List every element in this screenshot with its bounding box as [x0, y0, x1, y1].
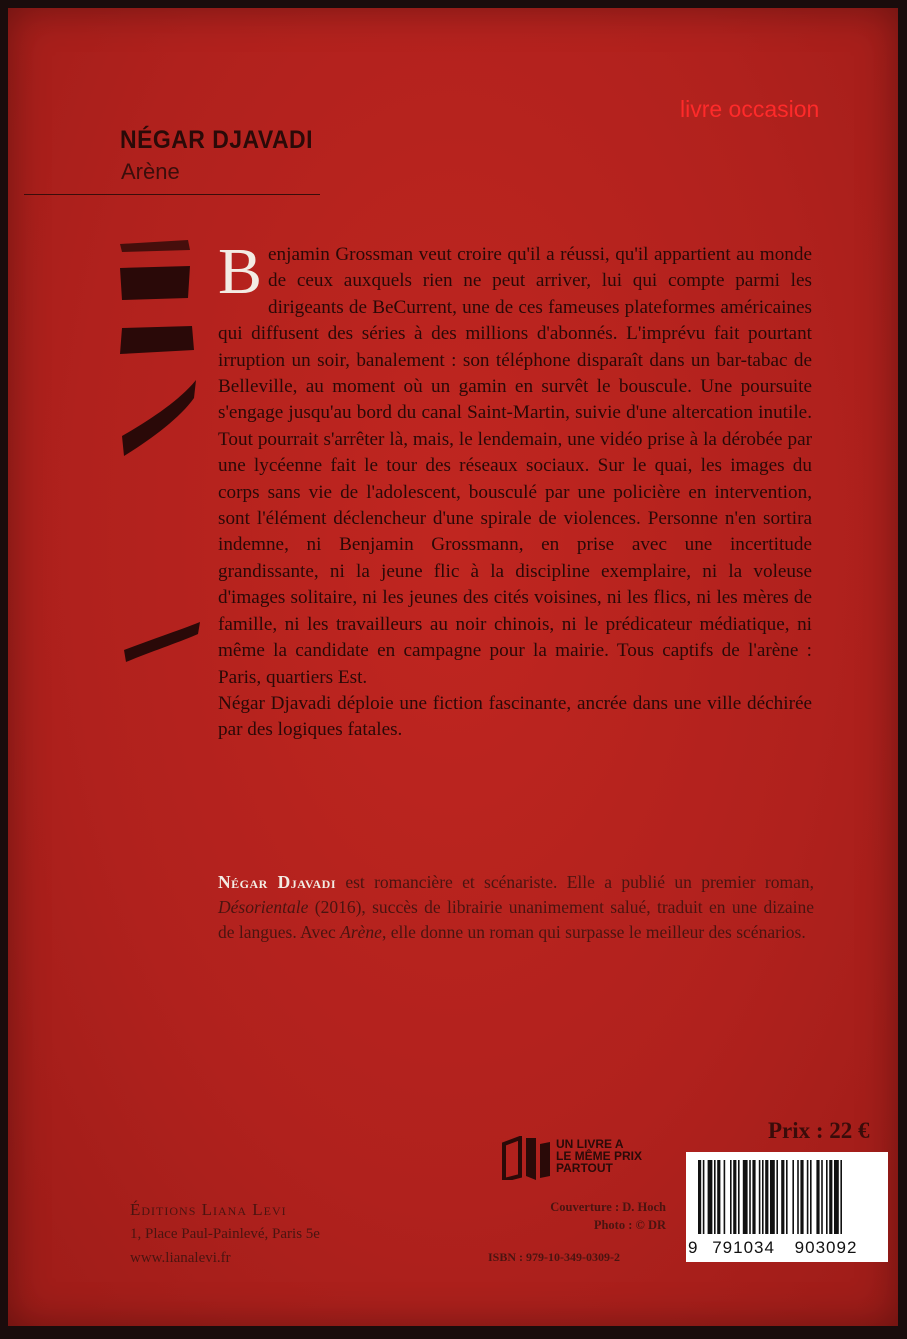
barcode-bar	[703, 1160, 705, 1234]
barcode-bar	[776, 1160, 778, 1234]
barcode-bar	[797, 1160, 799, 1234]
brush-mark-4	[122, 380, 196, 456]
barcode-bar	[829, 1160, 832, 1234]
barcode-first-digit: 9	[688, 1238, 699, 1257]
logo-line-1: UN LIVRE A	[556, 1137, 624, 1151]
barcode-bar	[752, 1160, 755, 1234]
barcode	[686, 1152, 888, 1262]
logo-text	[556, 1138, 642, 1174]
publisher-address: 1, Place Paul-Painlevé, Paris 5e	[130, 1226, 320, 1242]
price-label: Prix : 22 €	[768, 1118, 870, 1143]
brush-mark-2	[120, 266, 190, 300]
blurb-text: enjamin Grossman veut croire qu'il a réussi, qu'il appartient au monde de ceux auxquels rien ne peut arriver, lui qui compte parmi les dirigeants de BeCurrent, une de ces fameuses plateformes américaines qui diffusent des séries à des millions d'abonnés. L'imprévu fait pourtant irruption un soir, banalement : son téléphone disparaît dans un bar-tabac de Belleville, au moment où un gamin en survêt le bouscule. Une poursuite s'engage jusqu'au bord du canal Saint-Martin, suivie d'une altercation inutile. Tout pourrait s'arrêter là, mais, le lendemain, une vidéo prise à la dérobée par une lycéenne fait le tour des réseaux sociaux. Sur le quai, les images du corps sans vie de l'adolescent, bousculé par une policière en intervention, sont l'élément déclencheur d'une spirale de violences. Personne n'en sortira indemne, ni Benjamin Grossmann, en prise avec une incertitude grandissante, ni la jeune flic à la discipline exemplaire, ni la voleuse d'images solitaire, ni les jeunes des cités voisines, ni les flics, ni les mères de famille, ni les travailleurs au noir chinois, ni le prédicateur médiatique, ni même la candidate en campagne pour la mairie. Tous captifs de l'arène : Paris, quartiers Est.	[218, 244, 812, 688]
barcode-bar	[724, 1160, 726, 1234]
brush-mark-3	[120, 326, 194, 354]
brush-mark-5	[124, 622, 200, 662]
drop-cap: B	[218, 235, 263, 308]
book-blurb	[218, 235, 812, 744]
watermark-stamp: livre occasion	[680, 96, 820, 122]
barcode-bar	[759, 1160, 761, 1234]
bio-text-1: est romancière et scénariste. Elle a publié un premier roman,	[336, 872, 815, 892]
cover-credit: Couverture : D. Hoch	[550, 1200, 666, 1214]
barcode-bar	[733, 1160, 736, 1234]
bio-author-name: Négar Djavadi	[218, 872, 337, 892]
barcode-bar	[743, 1160, 748, 1234]
brush-mark-1	[120, 240, 190, 252]
barcode-bar	[698, 1160, 701, 1234]
publisher-website: www.lianalevi.fr	[130, 1250, 231, 1266]
barcode-right-group: 903092	[794, 1238, 858, 1257]
barcode-bar	[786, 1160, 788, 1234]
barcode-bar	[821, 1160, 823, 1234]
barcode-bar	[714, 1160, 716, 1234]
barcode-bar	[749, 1160, 751, 1234]
bio-text-2: (2016), succès de librairie unanimement salué, traduit en une dizaine de langues. Avec	[218, 897, 814, 942]
barcode-bar	[762, 1160, 764, 1234]
barcode-bar	[765, 1160, 768, 1234]
book-price-logo-icon	[502, 1136, 552, 1180]
book-title: Arène	[121, 159, 180, 184]
bio-book-1: Désorientale	[218, 897, 309, 917]
barcode-bar	[708, 1160, 713, 1234]
barcode-bar	[800, 1160, 803, 1234]
publisher-name: Éditions Liana Levi	[130, 1200, 287, 1219]
barcode-bar	[826, 1160, 828, 1234]
barcode-bar	[834, 1160, 839, 1234]
barcode-bar	[807, 1160, 809, 1234]
barcode-bar	[717, 1160, 720, 1234]
barcode-bar	[738, 1160, 740, 1234]
author-name: NÉGAR DJAVADI	[120, 126, 313, 154]
logo-line-3: PARTOUT	[556, 1161, 613, 1175]
barcode-bar	[770, 1160, 775, 1234]
logo-line-2: LE MÊME PRIX	[556, 1149, 643, 1163]
barcode-bar	[781, 1160, 784, 1234]
barcode-digits	[686, 1238, 888, 1258]
blurb-closing: Négar Djavadi déploie une fiction fascinante, ancrée dans une ville déchirée par des logiques fatales.	[218, 692, 812, 741]
barcode-bars	[686, 1152, 888, 1238]
title-divider	[24, 194, 320, 195]
barcode-bar	[810, 1160, 812, 1234]
barcode-bar	[840, 1160, 842, 1234]
barcode-bar	[816, 1160, 819, 1234]
bio-book-2: Arène	[340, 922, 382, 942]
decorative-brush-marks	[110, 230, 210, 670]
barcode-bar	[730, 1160, 732, 1234]
barcode-left-group: 791034	[712, 1238, 775, 1257]
barcode-bar	[792, 1160, 794, 1234]
author-bio	[218, 870, 814, 945]
photo-credits	[480, 1198, 666, 1234]
photo-credit: Photo : © DR	[593, 1218, 666, 1232]
isbn-number: ISBN : 979-10-349-0309-2	[488, 1250, 620, 1264]
bio-text-3: , elle donne un roman qui surpasse le meilleur des scénarios.	[381, 922, 806, 942]
